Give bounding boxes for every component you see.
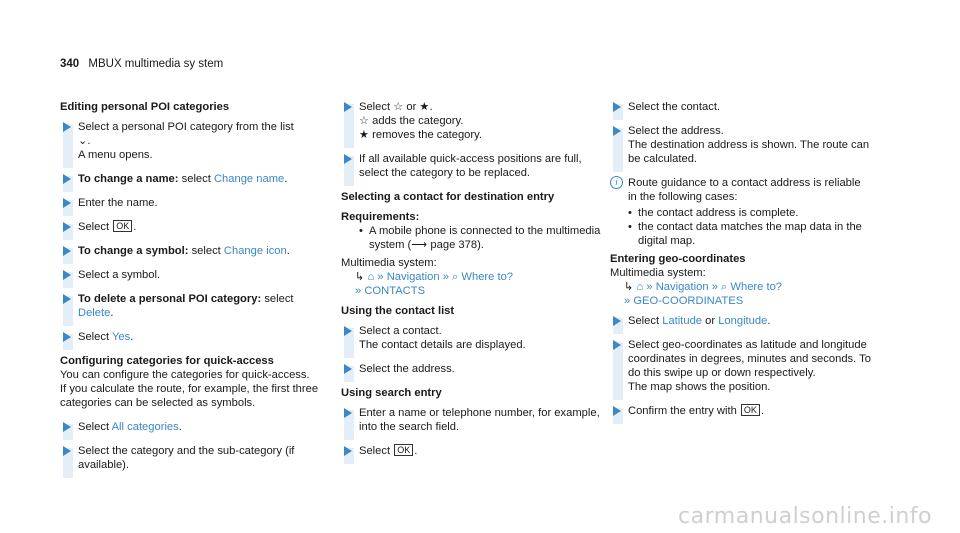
- step-text: Select the contact.: [628, 101, 721, 113]
- longitude-option[interactable]: Longitude: [718, 315, 768, 327]
- step: [610, 100, 872, 114]
- requirements-label: Requirements:: [341, 211, 420, 223]
- home-icon: ⌂: [367, 271, 375, 283]
- star-filled-icon: ★: [419, 101, 430, 113]
- step: [60, 268, 322, 282]
- step-result: The destination address is shown. The route can be calculated.: [628, 139, 870, 165]
- step: Select Latitude or Longitude.: [610, 314, 872, 328]
- step-text: Select a contact.: [359, 325, 442, 337]
- step-text: Select geo-coordinates as latitude and longitude coordinates in degrees, minutes and seconds. To do this swipe up or down respectively.: [628, 339, 871, 379]
- where-to-link[interactable]: Where to?: [730, 281, 783, 293]
- step-arrow-icon: [63, 446, 71, 456]
- step-text: Select a symbol.: [78, 269, 161, 281]
- step: Select All categories.: [60, 420, 322, 434]
- navigation-link[interactable]: Navigation: [386, 271, 440, 283]
- step: [60, 196, 322, 210]
- step-text: or: [705, 315, 716, 327]
- step-arrow-icon: [344, 364, 352, 374]
- step-label: To change a name:: [78, 173, 179, 185]
- step-text: removes the category.: [372, 129, 482, 141]
- step-text: Select: [359, 445, 391, 457]
- step-arrow-icon: [63, 246, 71, 256]
- step-text: select: [181, 173, 211, 185]
- step-text: Select: [628, 315, 660, 327]
- double-arrow-icon: »: [624, 295, 631, 307]
- watermark: carmanualsonline.info: [678, 504, 932, 529]
- step: Select OK .: [341, 444, 603, 458]
- step-arrow-icon: [344, 446, 352, 456]
- step-arrow-icon: [613, 316, 621, 326]
- step: Confirm the entry with OK .: [610, 404, 872, 418]
- step: To change a symbol: select Change icon.: [60, 244, 322, 258]
- column-1: [60, 100, 322, 482]
- step: [60, 444, 322, 472]
- double-arrow-icon: »: [442, 271, 449, 283]
- step-text: Select: [78, 331, 110, 343]
- navigation-link[interactable]: Navigation: [655, 281, 709, 293]
- home-icon: ⌂: [636, 281, 644, 293]
- arrow-right-icon: ⟶: [411, 239, 428, 251]
- geo-coordinates-link[interactable]: GEO-COORDINATES: [633, 295, 744, 307]
- info-text: Route guidance to a contact address is reliable in the following cases:: [628, 177, 861, 203]
- heading-select-contact: Selecting a contact for destination entry: [341, 191, 555, 203]
- step-arrow-icon: [63, 294, 71, 304]
- step-arrow-icon: [63, 198, 71, 208]
- paragraph: You can configure the categories for quick-access.: [60, 369, 310, 381]
- step-arrow-icon: [344, 408, 352, 418]
- bullet: [610, 206, 872, 220]
- bullet-text: the contact address is complete.: [638, 207, 799, 219]
- step: To change a name: select Change name.: [60, 172, 322, 186]
- heading-geo-coordinates: Entering geo-coordinates: [610, 253, 746, 265]
- step-arrow-icon: [613, 102, 621, 112]
- step-arrow-icon: [63, 222, 71, 232]
- search-icon: ⌕: [721, 281, 728, 293]
- step: Select ☆ or ★. ☆ adds the category. ★ removes the category.: [341, 100, 603, 142]
- step-label: To delete a personal POI category:: [78, 293, 262, 305]
- step-arrow-icon: [63, 122, 71, 132]
- step-arrow-icon: [344, 326, 352, 336]
- header-title: MBUX multimedia sy stem: [88, 58, 224, 70]
- nav-path: [610, 280, 872, 308]
- heading-search-entry: Using search entry: [341, 387, 442, 399]
- step-arrow-icon: [63, 270, 71, 280]
- info-note: [610, 176, 872, 204]
- step-result: The map shows the position.: [628, 381, 771, 393]
- step-arrow-icon: [63, 422, 71, 432]
- step-arrow-icon: [613, 340, 621, 350]
- double-arrow-icon: »: [355, 285, 362, 297]
- search-icon: ⌕: [452, 271, 459, 283]
- step-label: To change a symbol:: [78, 245, 189, 257]
- step-arrow-icon: [613, 406, 621, 416]
- bullet-text: A mobile phone is connected to the multimedia system (: [369, 225, 601, 251]
- step-arrow-icon: [63, 332, 71, 342]
- delete-option[interactable]: Delete: [78, 307, 111, 319]
- yes-option[interactable]: Yes: [112, 331, 131, 343]
- heading-editing-poi: Editing personal POI categories: [60, 101, 230, 113]
- step: Select OK .: [60, 220, 322, 234]
- star-filled-icon: ★: [359, 129, 370, 141]
- column-2: [341, 100, 603, 468]
- step: [610, 338, 872, 394]
- path-arrow-icon: ↳: [624, 281, 634, 293]
- step: [341, 152, 603, 180]
- heading-contact-list: Using the contact list: [341, 305, 455, 317]
- star-outline-icon: ☆: [393, 101, 404, 113]
- bullet-text: the contact data matches the map data in the digital map.: [638, 221, 862, 247]
- paragraph: If you calculate the route, for example, the first three categories can be selected as symbols.: [60, 383, 319, 409]
- step: Select a personal POI category from the list ⌄. A menu opens.: [60, 120, 322, 162]
- step-text: Select the address.: [359, 363, 455, 375]
- info-icon: i: [610, 176, 623, 189]
- change-name-option[interactable]: Change name: [213, 173, 285, 185]
- contacts-link[interactable]: CONTACTS: [364, 285, 426, 297]
- step-text: Select the address.: [628, 125, 724, 137]
- step-arrow-icon: [344, 154, 352, 164]
- step-text: Select: [78, 221, 110, 233]
- step-text: select: [264, 293, 294, 305]
- step-text: adds the category.: [372, 115, 464, 127]
- multimedia-label: Multimedia system:: [610, 267, 706, 279]
- step-result: The contact details are displayed.: [359, 339, 526, 351]
- step: [610, 124, 872, 166]
- step-text: Enter the name.: [78, 197, 158, 209]
- step-arrow-icon: [63, 174, 71, 184]
- latitude-option[interactable]: Latitude: [662, 315, 703, 327]
- heading-quick-access: Configuring categories for quick-access: [60, 355, 274, 367]
- double-arrow-icon: »: [646, 281, 653, 293]
- ok-icon: OK: [741, 404, 760, 416]
- page-header: [60, 58, 223, 70]
- step-arrow-icon: [613, 126, 621, 136]
- bullet: [610, 220, 872, 248]
- column-3: [610, 100, 872, 428]
- step-text: Select: [359, 101, 391, 113]
- step: Select Yes.: [60, 330, 322, 344]
- change-icon-option[interactable]: Change icon: [223, 245, 287, 257]
- step-arrow-icon: [344, 102, 352, 112]
- nav-path: [341, 270, 603, 298]
- chevron-down-icon: ⌄: [78, 135, 88, 147]
- step-text: Confirm the entry with: [628, 405, 737, 417]
- step-text: Select: [78, 421, 110, 433]
- double-arrow-icon: »: [377, 271, 384, 283]
- double-arrow-icon: »: [711, 281, 718, 293]
- step-text: If all available quick-access positions are full, select the category to be replaced.: [359, 153, 582, 179]
- step-text: Enter a name or telephone number, for example, into the search field.: [359, 407, 600, 433]
- all-categories-option[interactable]: All categories: [111, 421, 179, 433]
- page-number: 340: [60, 58, 80, 70]
- step-text: select: [191, 245, 221, 257]
- step: [341, 324, 603, 352]
- page-reference: page 378).: [430, 239, 484, 251]
- bullet: [341, 224, 603, 252]
- ok-icon: OK: [113, 220, 132, 232]
- step: [341, 406, 603, 434]
- where-to-link[interactable]: Where to?: [461, 271, 514, 283]
- step-result: A menu opens.: [78, 149, 153, 161]
- multimedia-label: Multimedia system:: [341, 257, 437, 269]
- step-text: or: [406, 101, 417, 113]
- step-text: Select a personal POI category from the list: [78, 121, 294, 133]
- step: To delete a personal POI category: select Delete.: [60, 292, 322, 320]
- ok-icon: OK: [394, 444, 413, 456]
- star-outline-icon: ☆: [359, 115, 370, 127]
- step-text: Select the category and the sub-category (if available).: [78, 445, 295, 471]
- step: [341, 362, 603, 376]
- path-arrow-icon: ↳: [355, 271, 365, 283]
